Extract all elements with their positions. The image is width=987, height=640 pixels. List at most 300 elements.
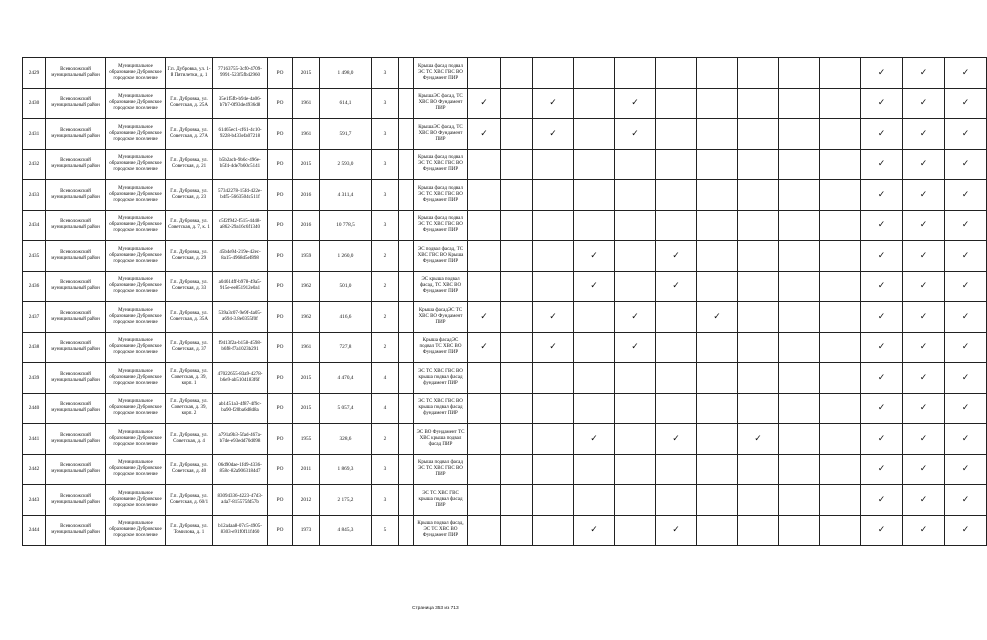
empty-check-cell: [468, 485, 501, 516]
row-number: 2437: [23, 302, 46, 333]
empty-cell: [399, 58, 414, 89]
municipality-cell: Муниципальное образование Дубровское городское поселение: [106, 119, 166, 150]
empty-check-cell: [697, 210, 738, 241]
area-cell: 1 869,3: [320, 454, 372, 485]
row-number: 2439: [23, 363, 46, 394]
works-list-cell: КрышаЭС фасад, ТС ХВС ВО Фундамент ПИР: [414, 88, 468, 119]
empty-check-cell: [697, 332, 738, 363]
year-cell: 2011: [293, 454, 320, 485]
ownership-cell: РО: [268, 424, 293, 455]
check-mark-icon: ✓: [656, 515, 697, 546]
district-cell: Всеволожский муниципальный район: [46, 271, 106, 302]
year-cell: 2015: [293, 58, 320, 89]
empty-check-cell: [468, 149, 501, 180]
empty-check-cell: [533, 515, 574, 546]
address-cell: Г.п. Дубровка, ул. Советская, д. 21: [166, 149, 213, 180]
empty-check-cell: [820, 302, 861, 333]
check-mark-icon: ✓: [945, 363, 987, 394]
empty-check-cell: [779, 393, 820, 424]
area-cell: 5 057,4: [320, 393, 372, 424]
ownership-cell: РО: [268, 485, 293, 516]
check-mark-icon: ✓: [903, 485, 945, 516]
floors-cell: 3: [372, 180, 399, 211]
area-cell: 4 845,3: [320, 515, 372, 546]
check-mark-icon: ✓: [861, 149, 903, 180]
check-mark-icon: ✓: [615, 332, 656, 363]
empty-cell: [399, 332, 414, 363]
district-cell: Всеволожский муниципальный район: [46, 363, 106, 394]
empty-check-cell: [574, 58, 615, 89]
empty-check-cell: [501, 424, 533, 455]
check-mark-icon: ✓: [574, 271, 615, 302]
ownership-cell: РО: [268, 302, 293, 333]
empty-check-cell: [820, 393, 861, 424]
empty-check-cell: [779, 363, 820, 394]
empty-check-cell: [697, 393, 738, 424]
ownership-cell: РО: [268, 241, 293, 272]
check-mark-icon: ✓: [861, 58, 903, 89]
empty-check-cell: [533, 210, 574, 241]
empty-check-cell: [738, 88, 779, 119]
works-list-cell: Крыша фасад подвал ЭС ТС ХВС ГВС ВО Фундамент ПИР: [414, 149, 468, 180]
empty-check-cell: [468, 515, 501, 546]
empty-check-cell: [533, 363, 574, 394]
empty-check-cell: [656, 363, 697, 394]
empty-check-cell: [501, 515, 533, 546]
municipality-cell: Муниципальное образование Дубровское городское поселение: [106, 515, 166, 546]
empty-check-cell: [501, 485, 533, 516]
check-mark-icon: ✓: [945, 119, 987, 150]
check-mark-icon: ✓: [903, 271, 945, 302]
empty-cell: [399, 363, 414, 394]
check-mark-icon: ✓: [861, 241, 903, 272]
check-mark-icon: ✓: [861, 180, 903, 211]
check-mark-icon: ✓: [468, 332, 501, 363]
empty-check-cell: [615, 58, 656, 89]
year-cell: 1961: [293, 332, 320, 363]
year-cell: 2015: [293, 149, 320, 180]
municipality-cell: Муниципальное образование Дубровское городское поселение: [106, 393, 166, 424]
check-mark-icon: ✓: [945, 302, 987, 333]
empty-cell: [399, 424, 414, 455]
district-cell: Всеволожский муниципальный район: [46, 393, 106, 424]
house-code-cell: 61465ec1-cf61-4c10-9228-b433efa07218: [213, 119, 268, 150]
works-list-cell: Крыша фасад подвал ЭС ТС ХВС ГВС ВО Фундамент ПИР: [414, 58, 468, 89]
empty-check-cell: [738, 119, 779, 150]
empty-check-cell: [574, 149, 615, 180]
municipality-cell: Муниципальное образование Дубровское городское поселение: [106, 485, 166, 516]
check-mark-icon: ✓: [861, 393, 903, 424]
empty-check-cell: [779, 210, 820, 241]
check-mark-icon: ✓: [861, 302, 903, 333]
district-cell: Всеволожский муниципальный район: [46, 485, 106, 516]
area-cell: 4 470,4: [320, 363, 372, 394]
works-list-cell: КрышаЭС фасад, ТС ХВС ВО Фундамент ПИР: [414, 119, 468, 150]
check-mark-icon: ✓: [738, 424, 779, 455]
works-list-cell: Крыша фасадЭС подвал ТС ХВС ВО Фундамент ПИР: [414, 332, 468, 363]
district-cell: Всеволожский муниципальный район: [46, 149, 106, 180]
empty-check-cell: [533, 454, 574, 485]
check-mark-icon: ✓: [945, 454, 987, 485]
table-row: [23, 88, 987, 119]
table-row: [23, 363, 987, 394]
check-mark-icon: ✓: [697, 302, 738, 333]
empty-check-cell: [615, 210, 656, 241]
municipality-cell: Муниципальное образование Дубровское городское поселение: [106, 302, 166, 333]
empty-check-cell: [574, 88, 615, 119]
ownership-cell: РО: [268, 210, 293, 241]
works-list-cell: ЭС ТС ХВС ГВС ВО крыша подвал фасад фундамент ПИР: [414, 363, 468, 394]
empty-cell: [399, 271, 414, 302]
empty-check-cell: [820, 180, 861, 211]
check-mark-icon: ✓: [903, 363, 945, 394]
ownership-cell: РО: [268, 271, 293, 302]
empty-check-cell: [468, 58, 501, 89]
empty-check-cell: [574, 363, 615, 394]
empty-check-cell: [501, 180, 533, 211]
address-cell: Г.п. Дубровка, ул. Советская, д. 40: [166, 454, 213, 485]
check-mark-icon: ✓: [945, 485, 987, 516]
house-code-cell: 539a3c07-9e9f-4a05-a694-3.8e0355f0f: [213, 302, 268, 333]
empty-check-cell: [615, 241, 656, 272]
empty-cell: [399, 119, 414, 150]
empty-check-cell: [468, 393, 501, 424]
municipality-cell: Муниципальное образование Дубровское городское поселение: [106, 88, 166, 119]
check-mark-icon: ✓: [468, 302, 501, 333]
check-mark-icon: ✓: [903, 424, 945, 455]
address-cell: Г.п. Дубровка, ул. Советская, д. 7, к. 1: [166, 210, 213, 241]
empty-check-cell: [501, 88, 533, 119]
empty-cell: [399, 180, 414, 211]
empty-check-cell: [738, 58, 779, 89]
empty-check-cell: [533, 271, 574, 302]
address-cell: Г.п. Дубровка, ул. Советская, д. 27А: [166, 119, 213, 150]
address-cell: Г.п. Дубровка, ул. Томилова, д. 1: [166, 515, 213, 546]
municipality-cell: Муниципальное образование Дубровское городское поселение: [106, 363, 166, 394]
municipality-cell: Муниципальное образование Дубровское городское поселение: [106, 241, 166, 272]
area-cell: 727,8: [320, 332, 372, 363]
house-code-cell: 35e1f5fb-b94e-4a06-b7b7-0f93de4936d8: [213, 88, 268, 119]
municipality-cell: Муниципальное образование Дубровское городское поселение: [106, 332, 166, 363]
empty-check-cell: [738, 485, 779, 516]
floors-cell: 5: [372, 515, 399, 546]
empty-cell: [399, 241, 414, 272]
empty-check-cell: [697, 241, 738, 272]
empty-check-cell: [820, 210, 861, 241]
empty-check-cell: [501, 210, 533, 241]
empty-check-cell: [656, 180, 697, 211]
empty-check-cell: [501, 393, 533, 424]
check-mark-icon: ✓: [945, 88, 987, 119]
works-list-cell: ЭС ВО Фундамент ТС ХВС крыша подвал фасад ПИР: [414, 424, 468, 455]
ownership-cell: РО: [268, 393, 293, 424]
row-number: 2440: [23, 393, 46, 424]
empty-check-cell: [738, 302, 779, 333]
floors-cell: 3: [372, 485, 399, 516]
check-mark-icon: ✓: [533, 88, 574, 119]
check-mark-icon: ✓: [861, 271, 903, 302]
empty-check-cell: [820, 58, 861, 89]
empty-check-cell: [738, 271, 779, 302]
check-mark-icon: ✓: [656, 241, 697, 272]
floors-cell: 2: [372, 271, 399, 302]
empty-check-cell: [501, 302, 533, 333]
empty-check-cell: [779, 149, 820, 180]
house-code-cell: b12a4aa8-07c5-4905-8303-e91f0f11f460: [213, 515, 268, 546]
empty-check-cell: [820, 271, 861, 302]
empty-cell: [399, 515, 414, 546]
district-cell: Всеволожский муниципальный район: [46, 210, 106, 241]
check-mark-icon: ✓: [656, 271, 697, 302]
house-code-cell: 83094336-4223-47d3-a4a7-815575fd57b: [213, 485, 268, 516]
year-cell: 1959: [293, 241, 320, 272]
check-mark-icon: ✓: [468, 88, 501, 119]
address-cell: Г.п. Дубровка, ул. Советская, д. 29: [166, 241, 213, 272]
row-number: 2432: [23, 149, 46, 180]
address-cell: Г.п. Дубровка, ул. Советская, д. 39, корп. 1: [166, 363, 213, 394]
empty-check-cell: [779, 454, 820, 485]
district-cell: Всеволожский муниципальный район: [46, 58, 106, 89]
floors-cell: 2: [372, 241, 399, 272]
check-mark-icon: ✓: [945, 393, 987, 424]
empty-check-cell: [574, 332, 615, 363]
empty-check-cell: [820, 485, 861, 516]
empty-check-cell: [738, 180, 779, 211]
municipality-cell: Муниципальное образование Дубровское городское поселение: [106, 271, 166, 302]
address-cell: Г.п. Дубровка, ул. Советская, д. 60/1: [166, 485, 213, 516]
empty-check-cell: [501, 454, 533, 485]
address-cell: Г.п. Дубровка, ул. Советская, д. 4: [166, 424, 213, 455]
table-row: [23, 515, 987, 546]
empty-check-cell: [656, 485, 697, 516]
empty-check-cell: [820, 515, 861, 546]
address-cell: Г.п. Дубровка, ул. Советская, д. 39, корп. 2: [166, 393, 213, 424]
year-cell: 2016: [293, 210, 320, 241]
empty-check-cell: [738, 210, 779, 241]
address-cell: Г.п. Дубровка, ул. Советская, д. 23: [166, 180, 213, 211]
table-row: [23, 241, 987, 272]
check-mark-icon: ✓: [945, 424, 987, 455]
empty-check-cell: [533, 58, 574, 89]
area-cell: 591,7: [320, 119, 372, 150]
table-row: [23, 302, 987, 333]
house-code-cell: 45b4e94-219e-42ec-8a15-4968d5ef898: [213, 241, 268, 272]
empty-check-cell: [779, 241, 820, 272]
year-cell: 2016: [293, 180, 320, 211]
empty-check-cell: [697, 58, 738, 89]
empty-check-cell: [615, 515, 656, 546]
empty-check-cell: [615, 363, 656, 394]
works-list-cell: ЭС ТС ХВС ГВС крыша подвал фасад ПИР: [414, 485, 468, 516]
empty-check-cell: [779, 58, 820, 89]
empty-check-cell: [820, 454, 861, 485]
year-cell: 1961: [293, 88, 320, 119]
year-cell: 1962: [293, 271, 320, 302]
empty-check-cell: [533, 149, 574, 180]
floors-cell: 3: [372, 88, 399, 119]
empty-check-cell: [501, 332, 533, 363]
district-cell: Всеволожский муниципальный район: [46, 454, 106, 485]
row-number: 2444: [23, 515, 46, 546]
empty-check-cell: [656, 332, 697, 363]
empty-check-cell: [697, 271, 738, 302]
table-row: [23, 424, 987, 455]
check-mark-icon: ✓: [903, 88, 945, 119]
district-cell: Всеволожский муниципальный район: [46, 119, 106, 150]
district-cell: Всеволожский муниципальный район: [46, 424, 106, 455]
check-mark-icon: ✓: [945, 58, 987, 89]
empty-check-cell: [779, 515, 820, 546]
ownership-cell: РО: [268, 332, 293, 363]
empty-check-cell: [468, 210, 501, 241]
ownership-cell: РО: [268, 515, 293, 546]
table-body: [23, 58, 987, 546]
empty-check-cell: [656, 119, 697, 150]
check-mark-icon: ✓: [656, 424, 697, 455]
table-row: [23, 332, 987, 363]
year-cell: 2015: [293, 363, 320, 394]
area-cell: 4 311,4: [320, 180, 372, 211]
ownership-cell: РО: [268, 149, 293, 180]
check-mark-icon: ✓: [903, 302, 945, 333]
check-mark-icon: ✓: [903, 393, 945, 424]
house-code-cell: b5b2acb-9b6c-496e-b5f4-4de7b60c5141: [213, 149, 268, 180]
check-mark-icon: ✓: [861, 515, 903, 546]
year-cell: 1962: [293, 302, 320, 333]
empty-check-cell: [656, 210, 697, 241]
check-mark-icon: ✓: [615, 119, 656, 150]
empty-check-cell: [574, 180, 615, 211]
municipality-cell: Муниципальное образование Дубровское городское поселение: [106, 149, 166, 180]
empty-check-cell: [615, 454, 656, 485]
check-mark-icon: ✓: [574, 515, 615, 546]
empty-check-cell: [779, 302, 820, 333]
check-mark-icon: ✓: [468, 119, 501, 150]
empty-check-cell: [697, 485, 738, 516]
works-list-cell: Крыша фасад подвал ЭС ТС ХВС ГВС ВО Фундамент ПИР: [414, 180, 468, 211]
district-cell: Всеволожский муниципальный район: [46, 88, 106, 119]
empty-check-cell: [656, 302, 697, 333]
empty-check-cell: [738, 454, 779, 485]
house-code-cell: a791a9b3-5fad-467a-b7de-e93edd70d098: [213, 424, 268, 455]
house-code-cell: 47022655-83a9-4278-b6e9-ab5104183f6f: [213, 363, 268, 394]
check-mark-icon: ✓: [945, 332, 987, 363]
ownership-cell: РО: [268, 454, 293, 485]
empty-check-cell: [574, 119, 615, 150]
area-cell: 501,0: [320, 271, 372, 302]
empty-check-cell: [468, 271, 501, 302]
check-mark-icon: ✓: [861, 363, 903, 394]
empty-check-cell: [697, 515, 738, 546]
empty-check-cell: [738, 363, 779, 394]
empty-check-cell: [779, 180, 820, 211]
empty-check-cell: [738, 241, 779, 272]
empty-check-cell: [697, 454, 738, 485]
row-number: 2429: [23, 58, 46, 89]
district-cell: Всеволожский муниципальный район: [46, 515, 106, 546]
check-mark-icon: ✓: [861, 485, 903, 516]
floors-cell: 2: [372, 302, 399, 333]
floors-cell: 3: [372, 149, 399, 180]
check-mark-icon: ✓: [945, 180, 987, 211]
empty-check-cell: [697, 88, 738, 119]
empty-check-cell: [533, 393, 574, 424]
empty-check-cell: [697, 424, 738, 455]
works-list-cell: ЭС подвал фасад, ТС ХВС ГВС ВО Крыша Фундамент ПИР: [414, 241, 468, 272]
district-cell: Всеволожский муниципальный район: [46, 241, 106, 272]
empty-cell: [399, 210, 414, 241]
check-mark-icon: ✓: [861, 119, 903, 150]
floors-cell: 3: [372, 58, 399, 89]
address-cell: Г.п. Дубровка, ул. Советская, д. 37: [166, 332, 213, 363]
empty-check-cell: [533, 485, 574, 516]
empty-check-cell: [820, 363, 861, 394]
area-cell: 10 778,5: [320, 210, 372, 241]
row-number: 2435: [23, 241, 46, 272]
floors-cell: 4: [372, 393, 399, 424]
floors-cell: 2: [372, 332, 399, 363]
empty-check-cell: [656, 88, 697, 119]
empty-check-cell: [533, 180, 574, 211]
table-row: [23, 454, 987, 485]
ownership-cell: РО: [268, 88, 293, 119]
empty-check-cell: [501, 271, 533, 302]
empty-check-cell: [779, 119, 820, 150]
empty-check-cell: [574, 393, 615, 424]
year-cell: 2012: [293, 485, 320, 516]
empty-check-cell: [820, 149, 861, 180]
empty-check-cell: [779, 271, 820, 302]
year-cell: 1961: [293, 119, 320, 150]
row-number: 2438: [23, 332, 46, 363]
check-mark-icon: ✓: [945, 149, 987, 180]
check-mark-icon: ✓: [574, 424, 615, 455]
empty-check-cell: [615, 485, 656, 516]
table-row: [23, 271, 987, 302]
empty-check-cell: [697, 363, 738, 394]
check-mark-icon: ✓: [574, 241, 615, 272]
empty-check-cell: [656, 58, 697, 89]
check-mark-icon: ✓: [945, 515, 987, 546]
empty-check-cell: [574, 454, 615, 485]
ownership-cell: РО: [268, 363, 293, 394]
empty-check-cell: [656, 149, 697, 180]
district-cell: Всеволожский муниципальный район: [46, 180, 106, 211]
check-mark-icon: ✓: [615, 88, 656, 119]
municipality-cell: Муниципальное образование Дубровское городское поселение: [106, 210, 166, 241]
empty-check-cell: [533, 241, 574, 272]
empty-check-cell: [820, 332, 861, 363]
ownership-cell: РО: [268, 119, 293, 150]
area-cell: 614,1: [320, 88, 372, 119]
check-mark-icon: ✓: [903, 180, 945, 211]
check-mark-icon: ✓: [903, 58, 945, 89]
check-mark-icon: ✓: [861, 210, 903, 241]
table-row: [23, 393, 987, 424]
empty-check-cell: [468, 180, 501, 211]
check-mark-icon: ✓: [533, 302, 574, 333]
empty-check-cell: [468, 424, 501, 455]
empty-check-cell: [533, 424, 574, 455]
empty-check-cell: [779, 88, 820, 119]
area-cell: 2 175,2: [320, 485, 372, 516]
house-code-cell: ab1451a3-4f87-4f9c-ba90-f20ba6d8d8a: [213, 393, 268, 424]
empty-check-cell: [615, 149, 656, 180]
empty-cell: [399, 454, 414, 485]
check-mark-icon: ✓: [533, 332, 574, 363]
check-mark-icon: ✓: [533, 119, 574, 150]
check-mark-icon: ✓: [615, 302, 656, 333]
